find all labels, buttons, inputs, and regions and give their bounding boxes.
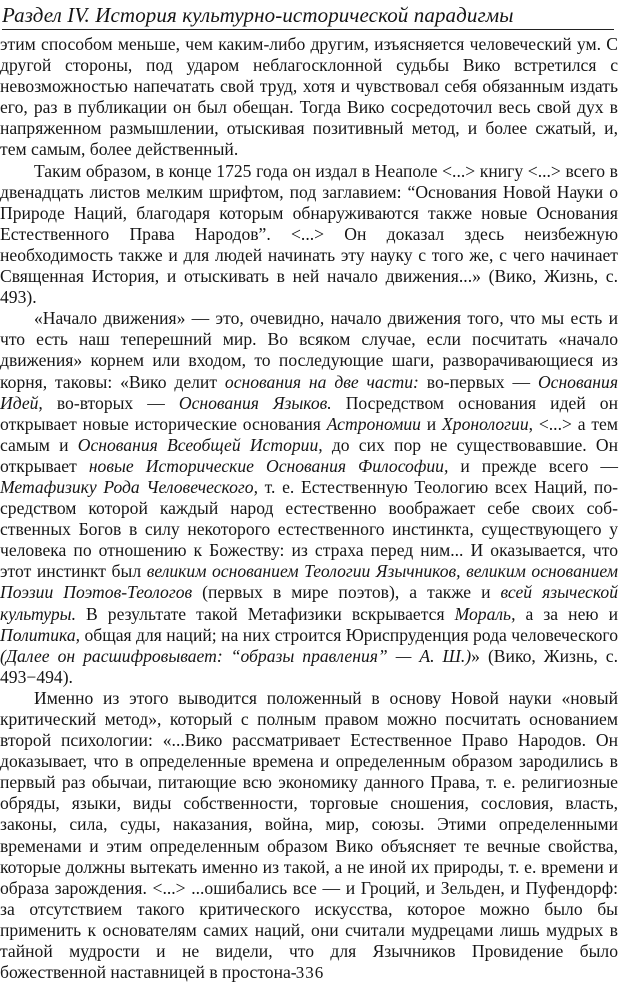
- text-run: «Начало движения» — это, очевидно, начало движения того, что мы есть и что есть наш теперешний мир. Во всяком случае, если посчитать «начало движения» корнем или входом, то последующие шаги, разворачивающиеся из корня, таковы: «Вико делит: [0, 308, 618, 392]
- text-run: во-первых —: [418, 371, 538, 392]
- text-run: , <...> а тем самым и: [0, 413, 618, 455]
- text-run: Посредством основания идей он открывает новые исторические основания: [0, 392, 618, 434]
- text-run: (первых в мире поэтов), а также и: [192, 582, 501, 603]
- text-run: и прежде всего —: [448, 455, 618, 476]
- text-run: В результате такой Метафизики вскрывается: [75, 603, 455, 624]
- text-run: Именно из этого выводится положенный в основу Новой науки «новый критический метод», который с полным правом можно посчитать основанием второй психологии: «...Вико рассматривает Естественное Право Народов. Он доказывает, что в определенные времена и определенным образом зародились в первый раз обычаи, питающие всю экономику данного Права, т. е. религиозные обряды, языки, виды собственности, торговые сношения, сословия, власть, законы, сила, суды, наказания, война, мир, союзы. Этими определенными временами и этим определенным образом Вико объясняет те вечные свойства, которые должны вытекать именно из такой, а не иной их природы, т. е. времени и образа зарождения. <...> ...ошибались все — и Гроций, и Зельден, и Пуфендорф: за отсутствием такого критического искусства, которое можно было бы применить к основателям самих наций, они считали мудрецами лишь мудрых в тайной мудрости и не видели, что для Язычников Провидение было божественной наставницей в простона-: [0, 687, 618, 983]
- body-text: [0, 34, 618, 983]
- italic-run: Метафизику Рода Человеческого,: [0, 476, 258, 497]
- text-run: » (Вико, Жизнь, с. 493−494).: [0, 645, 618, 687]
- italic-run: Основания Языков.: [178, 392, 332, 413]
- text-run: а за нею и: [515, 603, 618, 624]
- italic-run: (Далее он расшифровывает: “образы правления” — А. Ш.): [0, 645, 472, 666]
- italic-run: Хронологии: [442, 413, 529, 434]
- italic-run: великим основанием Теологии Язычников, великим основанием Поэзии Поэтов-Теологов: [0, 561, 618, 603]
- italic-run: новые Исторические Основания Философии,: [88, 455, 449, 476]
- italic-run: Астрономии: [326, 413, 421, 434]
- italic-run: Основания Всеобщей Истории,: [77, 434, 323, 455]
- text-run: до сих пор не существовавшие. Он открывает: [0, 434, 618, 476]
- italic-run: Мораль,: [454, 603, 516, 624]
- paragraph-1: [0, 34, 618, 161]
- italic-run: всей языческой культуры.: [0, 582, 618, 624]
- text-run: во-вторых —: [42, 392, 179, 413]
- italic-run: Политика,: [0, 624, 81, 645]
- text-run: и: [420, 413, 443, 434]
- text-run: т. е. Естественную Теологию всех Наций, посредством которой каждый народ естественно воображает себе своих собственных Богов в силу некоторого естественного инстинкта, существующего у человека по отношению к Божеству: из страха перед ним... И оказывается, что этот инстинкт был: [0, 476, 619, 582]
- text-run: Таким образом, в конце 1725 года он издал в Неаполе <...> книгу <...> всего в двенадцать листов мелким шрифтом, под заглавием: “Основания Новой Науки о Природе Наций, благодаря которым обнаруживаются также новые Основания Естественного Права Народов”. <...> Он доказал здесь неизбежную необходимость также и для людей начинать эту науку с того же, с чего начинает Священная История, и отыскивать в ней начало движения...» (Вико, Жизнь, с. 493).: [0, 160, 618, 308]
- running-header: Раздел IV. История культурно-исторической парадигмы: [2, 3, 514, 27]
- text-run: общая для наций; на них строится Юриспруденция рода человеческого: [80, 624, 618, 645]
- paragraph-2: [0, 161, 618, 309]
- paragraph-4: [0, 688, 618, 983]
- italic-run: основания на две части:: [224, 371, 419, 392]
- header-rule: [2, 29, 614, 30]
- text-run: этим способом меньше, чем каким-либо другим, изъясняется человеческий ум. С другой стороны, под ударом неблагосклонной судьбы Вико встретился с невозможностью напечатать свой труд, хотя и чувствовал себя обязанным издать его, раз в публикации он был обещан. Тогда Вико сосредоточил весь свой дух в напряженном размышлении, отыскивая позитивный метод, и более сжатый, и, тем самым, более действенный.: [0, 34, 618, 160]
- paragraph-3: [0, 308, 618, 688]
- page-number: 336: [295, 963, 325, 982]
- italic-run: Основания Идей,: [0, 371, 618, 413]
